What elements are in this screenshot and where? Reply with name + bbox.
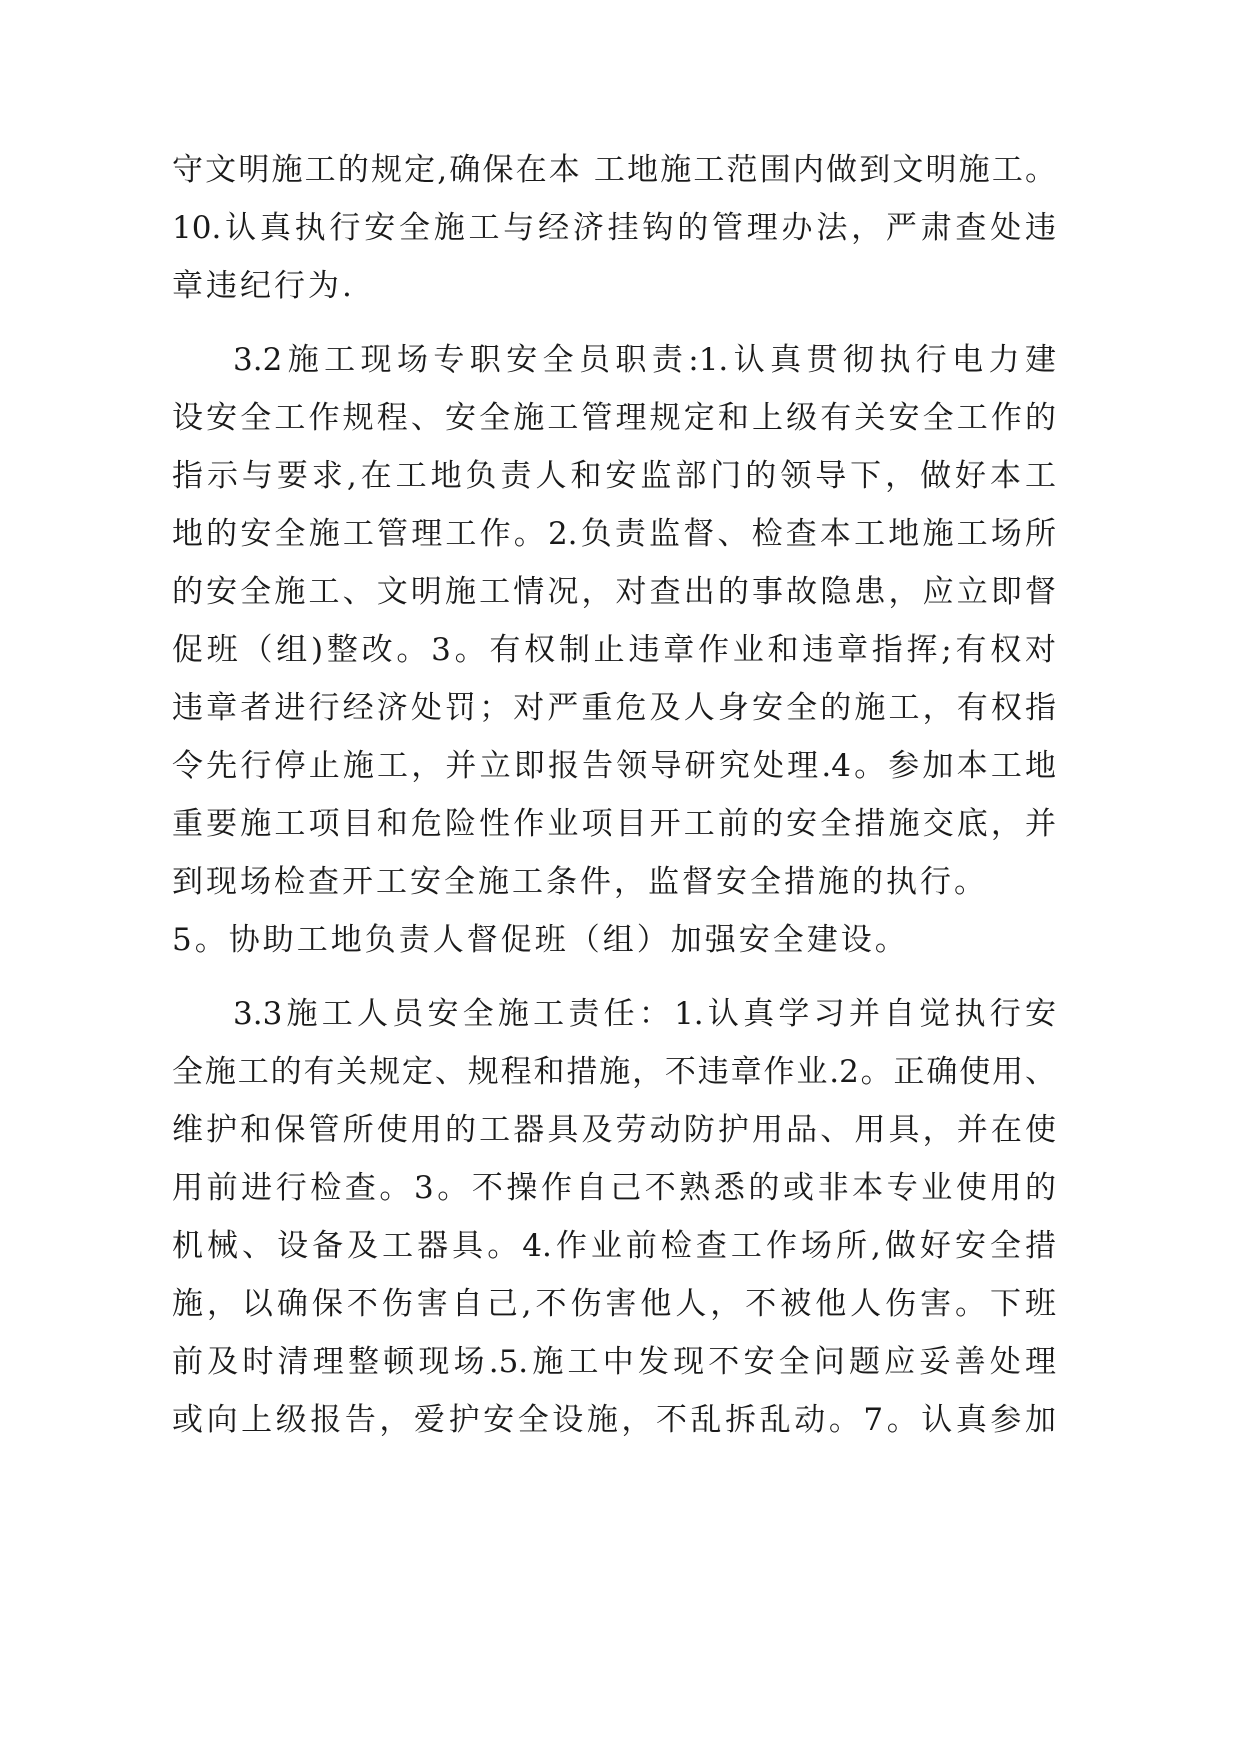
text-line: 10.认真执行安全施工与经济挂钩的管理办法，严肃查处违 (172, 210, 1056, 246)
text-line: 5。协助工地负责人督促班（组）加强安全建设。 (172, 922, 909, 958)
text-line: 促班（组)整改。3。有权制止违章作业和违章指挥;有权对 (172, 632, 1056, 668)
text-line: 重要施工项目和危险性作业项目开工前的安全措施交底，并 (172, 806, 1056, 842)
document-page (172, 141, 1056, 1449)
text-line: 的安全施工、文明施工情况，对查出的事故隐患，应立即督 (172, 574, 1056, 610)
text-line: 违章者进行经济处罚；对严重危及人身安全的施工，有权指 (172, 690, 1056, 726)
text-line: 施，以确保不伤害自己,不伤害他人，不被他人伤害。下班 (172, 1286, 1056, 1322)
text-line: 前及时清理整顿现场.5.施工中发现不安全问题应妥善处理 (172, 1344, 1056, 1380)
text-line: 地的安全施工管理工作。2.负责监督、检查本工地施工场所 (172, 516, 1056, 552)
text-line: 全施工的有关规定、规程和措施，不违章作业.2。正确使用、 (172, 1054, 1056, 1090)
section-3-3-heading-line: 3.3施工人员安全施工责任：1.认真学习并自觉执行安 (233, 996, 1056, 1032)
text-line: 指示与要求,在工地负责人和安监部门的领导下，做好本工 (172, 458, 1056, 494)
text-line: 机械、设备及工器具。4.作业前检查工作场所,做好安全措 (172, 1228, 1056, 1264)
text-line: 或向上级报告，爱护安全设施，不乱拆乱动。7。认真参加 (172, 1402, 1056, 1438)
text-line: 守文明施工的规定,确保在本 工地施工范围内做到文明施工。 (172, 152, 1056, 188)
text-line: 章违纪行为. (172, 268, 355, 304)
text-line: 用前进行检查。3。不操作自己不熟悉的或非本专业使用的 (172, 1170, 1056, 1206)
text-line: 设安全工作规程、安全施工管理规定和上级有关安全工作的 (172, 400, 1056, 436)
text-line: 维护和保管所使用的工器具及劳动防护用品、用具，并在使 (172, 1112, 1056, 1148)
section-3-2-heading-line: 3.2施工现场专职安全员职责:1.认真贯彻执行电力建 (233, 342, 1056, 378)
text-line: 令先行停止施工，并立即报告领导研究处理.4。参加本工地 (172, 748, 1056, 784)
text-line: 到现场检查开工安全施工条件，监督安全措施的执行。 (172, 864, 988, 900)
